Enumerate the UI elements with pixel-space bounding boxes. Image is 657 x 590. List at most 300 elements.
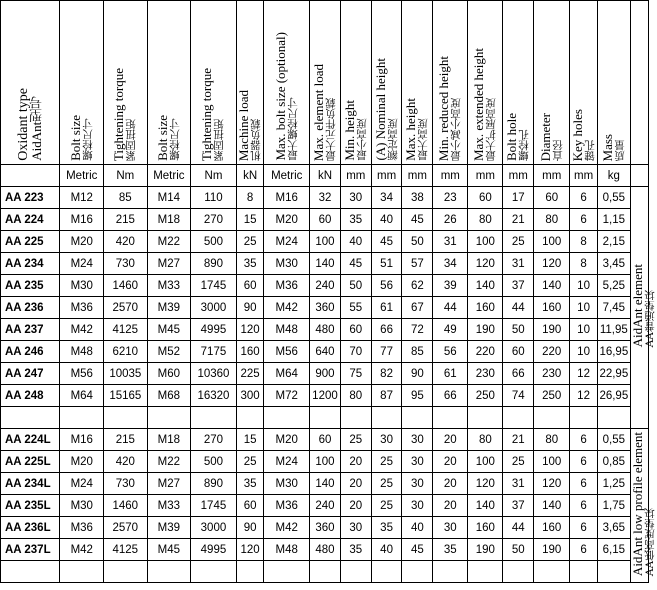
value-cell: 5,25	[597, 275, 630, 297]
unit-cell: Metric	[60, 165, 104, 187]
column-header	[503, 1, 534, 165]
column-header	[60, 1, 104, 165]
unit-cell: Metric	[147, 165, 191, 187]
table-row	[1, 429, 649, 451]
group-label-chinese: AA普通垫块	[643, 290, 656, 348]
spacer-cell	[236, 561, 264, 583]
column-header-english: Max. height	[403, 98, 419, 161]
value-cell: 230	[468, 363, 503, 385]
table-row	[1, 319, 649, 341]
value-cell: 30	[402, 495, 433, 517]
value-cell: 20	[433, 495, 468, 517]
unit-cell: mm	[402, 165, 433, 187]
value-cell: 0,85	[597, 451, 630, 473]
value-cell: M72	[264, 385, 310, 407]
value-cell: M42	[60, 539, 104, 561]
value-cell: M22	[147, 451, 191, 473]
value-cell: 80	[534, 429, 570, 451]
value-cell: 35	[340, 209, 371, 231]
value-cell: 50	[503, 539, 534, 561]
spacer-cell	[147, 407, 191, 429]
spacer-cell	[264, 407, 310, 429]
column-header-english: Mass	[599, 133, 615, 161]
spacer-row	[1, 407, 649, 429]
column-header-text	[156, 111, 182, 161]
value-cell: 1,75	[597, 495, 630, 517]
column-header-english: Max. bolt size (optional)	[272, 32, 288, 161]
value-cell: 1745	[191, 275, 237, 297]
value-cell: 80	[340, 385, 371, 407]
unit-cell: kN	[310, 165, 341, 187]
value-cell: 3,45	[597, 253, 630, 275]
value-cell: 16,95	[597, 341, 630, 363]
unit-cell: mm	[570, 165, 598, 187]
spacer-cell	[597, 407, 630, 429]
value-cell: 6210	[104, 341, 148, 363]
value-cell: 190	[468, 319, 503, 341]
model-name-cell: AA 234L	[1, 473, 60, 495]
column-header-chinese: 最大扩展高度	[485, 98, 498, 161]
column-header-chinese: 最大螺栓尺寸	[286, 98, 299, 161]
value-cell: 6	[570, 539, 598, 561]
group1-label	[629, 187, 656, 429]
value-cell: M42	[60, 319, 104, 341]
group-label-english: AidAnt element	[629, 264, 645, 348]
value-cell: M27	[147, 253, 191, 275]
value-cell: 85	[402, 341, 433, 363]
value-cell: 30	[433, 517, 468, 539]
value-cell: M20	[264, 429, 310, 451]
column-header-text	[343, 96, 369, 161]
spacer-row	[1, 561, 649, 583]
spacer-cell	[534, 407, 570, 429]
value-cell: 4995	[191, 539, 237, 561]
column-header-text	[274, 28, 300, 161]
value-cell: 120	[236, 539, 264, 561]
value-cell: 95	[402, 385, 433, 407]
value-cell: 44	[433, 297, 468, 319]
value-cell: 4125	[104, 539, 148, 561]
value-cell: 6,15	[597, 539, 630, 561]
spacer-cell	[340, 407, 371, 429]
value-cell: 220	[534, 341, 570, 363]
value-cell: 75	[340, 363, 371, 385]
column-header-text	[539, 109, 565, 161]
value-cell: M18	[147, 429, 191, 451]
value-cell: 62	[402, 275, 433, 297]
value-cell: 2570	[104, 517, 148, 539]
column-header-chinese: 额定高度	[386, 119, 399, 161]
value-cell: M48	[264, 539, 310, 561]
model-name-cell: AA 235	[1, 275, 60, 297]
table-row	[1, 231, 649, 253]
model-name-cell: AA 237L	[1, 539, 60, 561]
column-header-english: Key holes	[569, 108, 585, 161]
value-cell: 10	[570, 275, 598, 297]
unit-row	[1, 165, 649, 187]
table-row	[1, 517, 649, 539]
column-header-english: Max. extended height	[471, 48, 487, 161]
column-header-chinese: AidAnt型号	[29, 96, 45, 161]
value-cell: 49	[433, 319, 468, 341]
value-cell: 45	[402, 209, 433, 231]
spacer-cell	[468, 561, 503, 583]
table-row	[1, 539, 649, 561]
table-row	[1, 341, 649, 363]
column-header-text	[505, 109, 531, 161]
value-cell: M20	[60, 451, 104, 473]
value-cell: 160	[468, 297, 503, 319]
value-cell: 1,15	[597, 209, 630, 231]
value-cell: 12	[570, 385, 598, 407]
value-cell: 160	[534, 297, 570, 319]
value-cell: 60	[468, 187, 503, 209]
value-cell: 8	[570, 231, 598, 253]
model-name-cell: AA 223	[1, 187, 60, 209]
value-cell: 10	[570, 341, 598, 363]
value-cell: 20	[433, 473, 468, 495]
value-cell: 60	[236, 495, 264, 517]
column-header-english: Bolt size	[154, 115, 170, 161]
value-cell: 44	[503, 517, 534, 539]
value-cell: 160	[468, 517, 503, 539]
value-cell: 110	[191, 187, 237, 209]
value-cell: 32	[310, 187, 341, 209]
value-cell: 55	[340, 297, 371, 319]
value-cell: 1200	[310, 385, 341, 407]
value-cell: M39	[147, 297, 191, 319]
value-cell: M33	[147, 495, 191, 517]
spacer-cell	[191, 561, 237, 583]
value-cell: 3000	[191, 517, 237, 539]
value-cell: 39	[433, 275, 468, 297]
value-cell: 6	[570, 517, 598, 539]
value-cell: 360	[310, 517, 341, 539]
value-cell: 120	[534, 253, 570, 275]
value-cell: 240	[310, 495, 341, 517]
column-header-english: Bolt size	[67, 115, 83, 161]
column-header-text	[112, 64, 138, 161]
value-cell: 6	[570, 429, 598, 451]
column-header-english: Tightening torque	[199, 67, 215, 161]
value-cell: 80	[534, 209, 570, 231]
value-cell: 0,55	[597, 429, 630, 451]
value-cell: 1460	[104, 495, 148, 517]
value-cell: 25	[340, 429, 371, 451]
value-cell: 87	[371, 385, 402, 407]
value-cell: 140	[468, 275, 503, 297]
value-cell: 66	[503, 363, 534, 385]
value-cell: 15165	[104, 385, 148, 407]
value-cell: 4995	[191, 319, 237, 341]
value-cell: 4125	[104, 319, 148, 341]
value-cell: 2,15	[597, 231, 630, 253]
spacer-cell	[570, 407, 598, 429]
value-cell: M16	[60, 429, 104, 451]
value-cell: 16320	[191, 385, 237, 407]
spacer-cell	[402, 407, 433, 429]
spacer-cell	[503, 561, 534, 583]
column-header	[433, 1, 468, 165]
value-cell: 60	[340, 319, 371, 341]
spacer-cell	[468, 407, 503, 429]
value-cell: M48	[60, 341, 104, 363]
group-label-text	[631, 264, 657, 347]
value-cell: 90	[402, 363, 433, 385]
spacer-cell	[60, 407, 104, 429]
value-cell: 215	[104, 209, 148, 231]
table-row	[1, 209, 649, 231]
spacer-cell	[1, 561, 60, 583]
value-cell: 90	[236, 517, 264, 539]
value-cell: 100	[310, 231, 341, 253]
column-header-english: Machine load	[236, 89, 252, 161]
column-header-text	[200, 64, 226, 161]
column-header	[1, 1, 60, 165]
model-name-cell: AA 236	[1, 297, 60, 319]
value-cell: 26	[433, 209, 468, 231]
value-cell: 40	[371, 209, 402, 231]
value-cell: 45	[371, 231, 402, 253]
spacer-cell	[310, 407, 341, 429]
value-cell: M20	[264, 209, 310, 231]
column-header-english: (A) Nominal height	[372, 58, 388, 161]
value-cell: 1,25	[597, 473, 630, 495]
unit-cell: mm	[340, 165, 371, 187]
value-cell: 890	[191, 253, 237, 275]
value-cell: 66	[433, 385, 468, 407]
column-header-chinese: 直径	[551, 140, 564, 161]
value-cell: 56	[371, 275, 402, 297]
value-cell: 90	[236, 297, 264, 319]
value-cell: 50	[402, 231, 433, 253]
column-header-english: Min. height	[341, 100, 357, 161]
value-cell: 8	[236, 187, 264, 209]
column-header-chinese: 最大高度	[417, 119, 430, 161]
column-header-chinese: 螺栓尺寸	[168, 119, 181, 161]
table-row	[1, 495, 649, 517]
unit-cell: mm	[433, 165, 468, 187]
model-name-cell: AA 248	[1, 385, 60, 407]
value-cell: 15	[236, 429, 264, 451]
value-cell: 60	[310, 209, 341, 231]
value-cell: 190	[468, 539, 503, 561]
value-cell: 6	[570, 187, 598, 209]
spacer-cell	[597, 561, 630, 583]
unit-cell: Metric	[264, 165, 310, 187]
spacer-cell	[371, 407, 402, 429]
value-cell: 10	[570, 297, 598, 319]
group-label-chinese: AA低高度垫块	[643, 508, 656, 577]
value-cell: 40	[402, 517, 433, 539]
value-cell: M24	[60, 253, 104, 275]
spacer-cell	[433, 561, 468, 583]
value-cell: 730	[104, 253, 148, 275]
unit-cell: mm	[534, 165, 570, 187]
column-header-text	[237, 86, 263, 161]
value-cell: 140	[310, 253, 341, 275]
value-cell: 7,45	[597, 297, 630, 319]
model-name-cell: AA 237	[1, 319, 60, 341]
spacer-cell	[264, 561, 310, 583]
table-row	[1, 275, 649, 297]
unit-cell: Nm	[104, 165, 148, 187]
value-cell: 10035	[104, 363, 148, 385]
value-cell: 1460	[104, 275, 148, 297]
side-header-blank	[630, 1, 648, 165]
group-label-text	[631, 432, 657, 576]
column-header	[570, 1, 598, 165]
unit-cell: kg	[597, 165, 630, 187]
column-header-english: Bolt hole	[504, 112, 520, 161]
table-row	[1, 187, 649, 209]
value-cell: M16	[60, 209, 104, 231]
value-cell: M14	[147, 187, 191, 209]
value-cell: 240	[310, 275, 341, 297]
model-name-cell: AA 236L	[1, 517, 60, 539]
value-cell: 37	[503, 275, 534, 297]
column-header-english: Min. reduced height	[436, 55, 452, 161]
value-cell: 35	[236, 253, 264, 275]
value-cell: 23	[433, 187, 468, 209]
value-cell: 44	[503, 297, 534, 319]
value-cell: 140	[310, 473, 341, 495]
value-cell: M36	[60, 517, 104, 539]
column-header-english: Diameter	[537, 112, 553, 161]
value-cell: 10360	[191, 363, 237, 385]
value-cell: 3,65	[597, 517, 630, 539]
column-header-chinese: 最大元件负载	[324, 98, 337, 161]
value-cell: 45	[340, 253, 371, 275]
model-name-cell: AA 234	[1, 253, 60, 275]
value-cell: M30	[264, 473, 310, 495]
value-cell: 80	[468, 209, 503, 231]
value-cell: 51	[371, 253, 402, 275]
column-header-text	[17, 84, 43, 161]
unit-cell: Nm	[191, 165, 237, 187]
value-cell: M64	[60, 385, 104, 407]
value-cell: M36	[264, 495, 310, 517]
value-cell: 215	[104, 429, 148, 451]
value-cell: 77	[371, 341, 402, 363]
value-cell: M36	[264, 275, 310, 297]
value-cell: 300	[236, 385, 264, 407]
value-cell: 220	[468, 341, 503, 363]
value-cell: 40	[340, 231, 371, 253]
value-cell: M56	[60, 363, 104, 385]
column-header-chinese: 键孔	[583, 140, 596, 161]
value-cell: 17	[503, 187, 534, 209]
value-cell: 12	[570, 363, 598, 385]
value-cell: M30	[60, 495, 104, 517]
value-cell: M24	[264, 451, 310, 473]
column-header-text	[404, 94, 430, 161]
value-cell: 500	[191, 451, 237, 473]
spacer-cell	[147, 561, 191, 583]
value-cell: 100	[468, 451, 503, 473]
header-row	[1, 1, 649, 165]
value-cell: 31	[503, 253, 534, 275]
value-cell: 20	[340, 451, 371, 473]
column-header-chinese: 紧固扭矩	[125, 119, 138, 161]
value-cell: M39	[147, 517, 191, 539]
column-header-text	[374, 54, 400, 161]
column-header	[534, 1, 570, 165]
value-cell: 61	[371, 297, 402, 319]
value-cell: 360	[310, 297, 341, 319]
spacer-cell	[340, 561, 371, 583]
unit-cell: kN	[236, 165, 264, 187]
value-cell: 11,95	[597, 319, 630, 341]
value-cell: M36	[60, 297, 104, 319]
value-cell: 480	[310, 539, 341, 561]
column-header-text	[437, 52, 463, 161]
value-cell: 480	[310, 319, 341, 341]
value-cell: 40	[371, 539, 402, 561]
value-cell: 100	[468, 231, 503, 253]
model-name-cell: AA 246	[1, 341, 60, 363]
value-cell: 60	[236, 275, 264, 297]
value-cell: M30	[60, 275, 104, 297]
value-cell: 30	[340, 187, 371, 209]
value-cell: 80	[468, 429, 503, 451]
column-header	[597, 1, 630, 165]
value-cell: M60	[147, 363, 191, 385]
table-row	[1, 385, 649, 407]
value-cell: 35	[433, 539, 468, 561]
side-cell-blank	[630, 165, 648, 187]
value-cell: 25	[371, 495, 402, 517]
value-cell: 100	[534, 231, 570, 253]
value-cell: 160	[534, 517, 570, 539]
value-cell: 30	[340, 517, 371, 539]
column-header	[340, 1, 371, 165]
value-cell: 0,55	[597, 187, 630, 209]
value-cell: 20	[433, 429, 468, 451]
value-cell: 140	[534, 495, 570, 517]
column-header	[236, 1, 264, 165]
value-cell: 70	[340, 341, 371, 363]
column-header-chinese: 螺栓孔	[518, 129, 531, 161]
value-cell: M56	[264, 341, 310, 363]
value-cell: 250	[468, 385, 503, 407]
value-cell: 6	[570, 209, 598, 231]
table-row	[1, 253, 649, 275]
value-cell: 85	[104, 187, 148, 209]
column-header-chinese: 紧固扭矩	[213, 119, 226, 161]
value-cell: M52	[147, 341, 191, 363]
value-cell: 60	[310, 429, 341, 451]
value-cell: 20	[340, 495, 371, 517]
value-cell: 66	[371, 319, 402, 341]
value-cell: 10	[570, 319, 598, 341]
value-cell: 140	[534, 275, 570, 297]
value-cell: M45	[147, 319, 191, 341]
value-cell: 250	[534, 385, 570, 407]
value-cell: 420	[104, 451, 148, 473]
value-cell: 25	[236, 451, 264, 473]
column-header	[191, 1, 237, 165]
value-cell: 8	[570, 253, 598, 275]
value-cell: 26,95	[597, 385, 630, 407]
spacer-cell	[570, 561, 598, 583]
column-header-chinese: 螺栓尺寸	[81, 119, 94, 161]
spacer-cell	[60, 561, 104, 583]
unit-cell: mm	[371, 165, 402, 187]
column-header-chinese: 最小高度	[355, 119, 368, 161]
group2-label	[629, 429, 656, 583]
value-cell: 30	[371, 429, 402, 451]
